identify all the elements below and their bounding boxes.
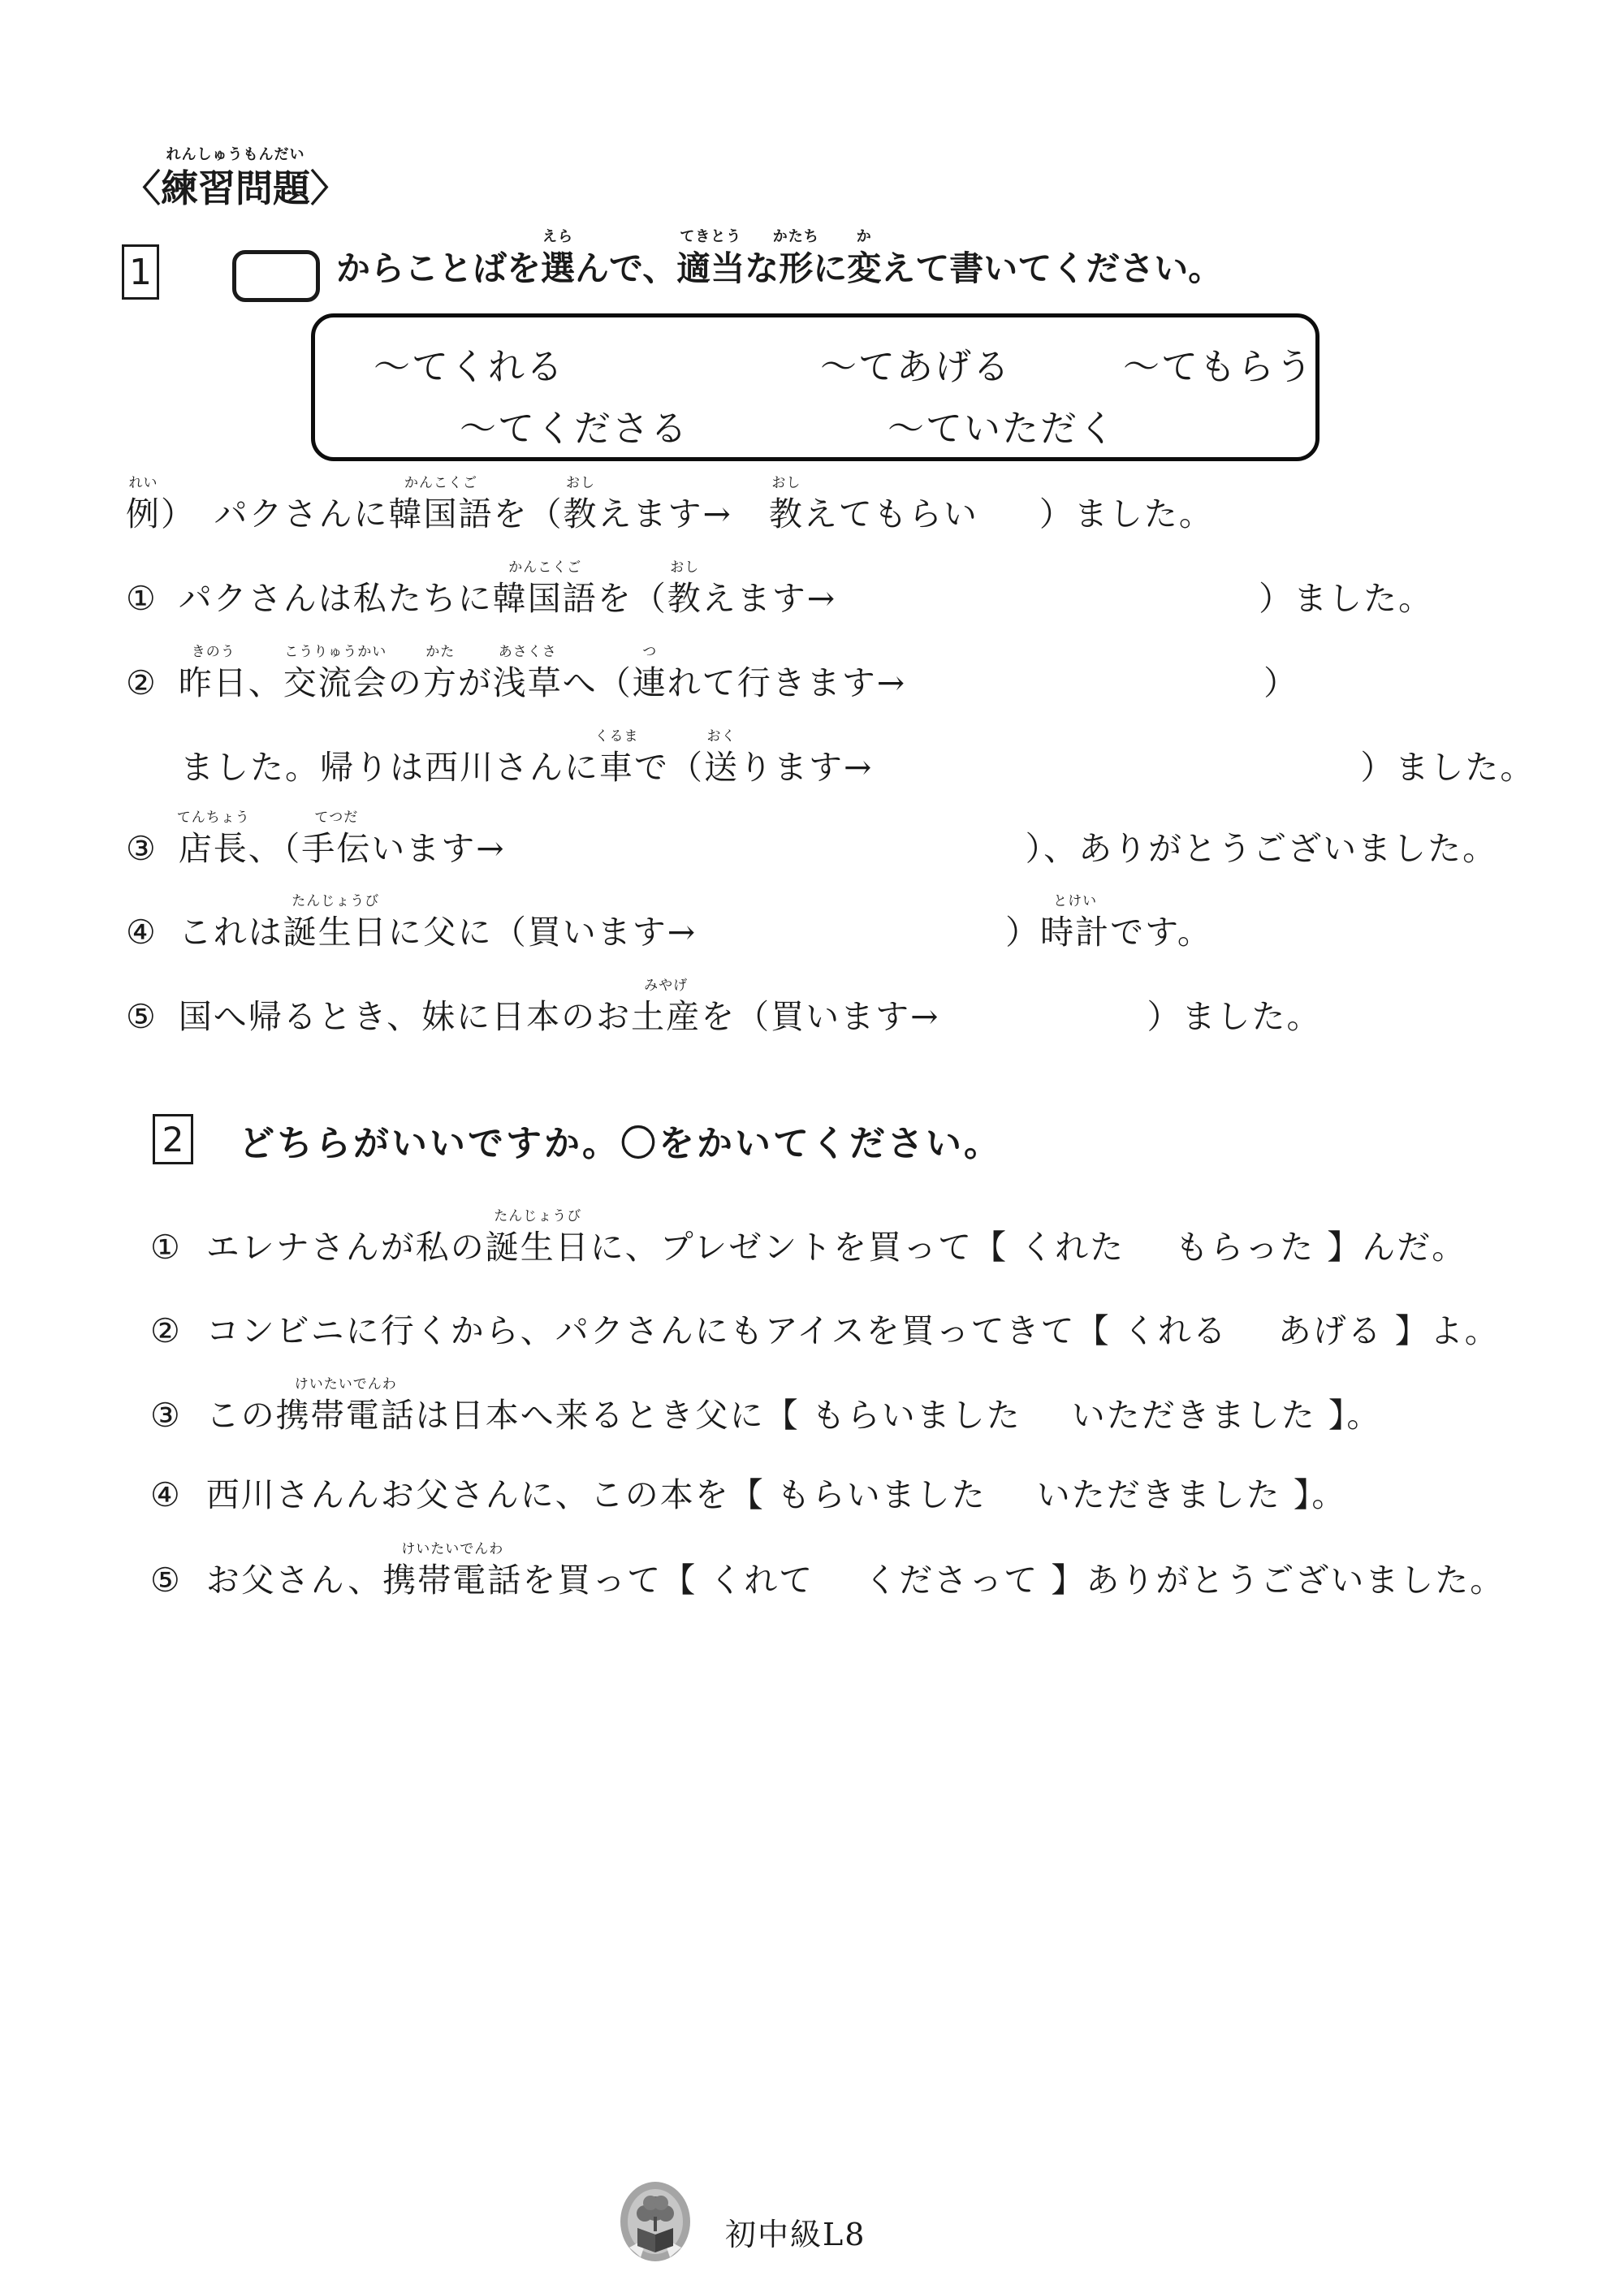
item-number: ② — [126, 663, 158, 702]
ruby-annotated-text: 店長 てんちょう — [176, 810, 250, 868]
answer-blank — [697, 942, 1005, 944]
q2-item-4 — [150, 1474, 1346, 1517]
word-box-blank-icon — [232, 250, 320, 302]
item-text — [206, 1475, 1347, 1514]
furigana: けいたいでんわ — [401, 1541, 504, 1557]
item-number: ⑤ — [150, 1561, 182, 1600]
ruby-annotated-text: 車 くるま — [594, 728, 639, 787]
furigana: かたち — [772, 228, 819, 245]
ruby-annotated-text: 土産 みやげ — [631, 978, 702, 1036]
answer-blank — [1125, 1257, 1175, 1259]
lesson-label: 初中級L8 — [725, 2217, 866, 2252]
answer-blank — [814, 1590, 864, 1591]
text-run: は日本へ来るとき父に【 もらいました — [415, 1396, 1021, 1435]
furigana: てきとう — [680, 228, 742, 245]
text-run: の — [387, 663, 423, 702]
text-run: コンビニに行くから、パクさんにもアイスを買ってきて【 くれる — [205, 1311, 1228, 1350]
text-run: 〉 — [310, 166, 348, 210]
item-number: ④ — [150, 1475, 182, 1514]
furigana: れんしゅうもんだい — [166, 146, 305, 163]
text-run: に、プレゼントを買って【 くれた — [590, 1228, 1125, 1267]
item-text — [205, 1541, 1505, 1600]
furigana: か — [856, 228, 872, 245]
text-run: ）ました。 — [1360, 748, 1535, 787]
q2-item-5 — [150, 1541, 1505, 1602]
word-choice: ～てくれる — [374, 345, 565, 388]
q1-item-2 — [126, 644, 1299, 705]
word-choice: ～てもらう — [1123, 345, 1315, 388]
text-run: を（買います→ — [701, 997, 940, 1036]
ruby-annotated-text: 浅草 あさくさ — [492, 644, 563, 702]
q2-item-1 — [150, 1208, 1467, 1269]
furigana: てつだ — [314, 810, 359, 826]
item-number: ④ — [126, 913, 158, 952]
furigana: おし — [670, 559, 700, 576]
furigana: くるま — [594, 728, 639, 745]
furigana: たんじょうび — [292, 893, 380, 909]
furigana: こうりゅうかい — [284, 644, 387, 660]
text-run: に — [813, 248, 848, 288]
answer-blank — [1228, 1341, 1278, 1342]
item-text — [206, 1311, 1500, 1350]
ruby-annotated-text: 携帯電話 けいたいでんわ — [275, 1376, 416, 1435]
answer-blank — [836, 608, 1259, 610]
item-number: ① — [126, 579, 158, 618]
text-run: が — [457, 663, 493, 702]
furigana: けいたいでんわ — [294, 1376, 397, 1393]
text-run: へ（ — [562, 663, 633, 702]
q1-item-3 — [126, 810, 1498, 870]
furigana: おし — [566, 475, 595, 491]
text-run: 〈 — [123, 166, 161, 210]
word-choice: ～てくださる — [460, 407, 689, 450]
item-text — [178, 978, 1322, 1036]
ruby-annotated-text: 連 つ — [632, 644, 667, 702]
item-number: ③ — [126, 829, 158, 868]
q2-item-3 — [150, 1376, 1382, 1437]
text-run: ）、ありがとうございました。 — [1025, 829, 1498, 868]
q1-example-line — [126, 475, 1214, 536]
text-run: パクさんは私たちに — [178, 579, 493, 618]
item-number: ① — [150, 1228, 182, 1267]
section1-number: 1 — [129, 251, 152, 293]
item-number: ② — [150, 1311, 182, 1350]
item-number: ③ — [150, 1396, 182, 1435]
text-run: です。 — [1110, 913, 1212, 952]
text-run: あげる 】よ。 — [1277, 1311, 1500, 1350]
text-run: ）ました。 — [1259, 579, 1434, 618]
furigana: れい — [128, 475, 158, 491]
furigana: かんこくご — [508, 559, 582, 576]
q2-item-2 — [150, 1310, 1500, 1353]
item-text — [178, 644, 1299, 702]
q1-item-2-continuation — [180, 728, 1535, 789]
text-run: エレナさんが私の — [205, 1228, 486, 1267]
word-choice: ～ていただく — [888, 407, 1117, 450]
furigana: きのう — [191, 644, 235, 660]
ruby-annotated-text: 時計 とけい — [1040, 893, 1111, 952]
text-run: くださって 】ありがとうございました。 — [864, 1561, 1505, 1600]
text-run: 、 — [248, 663, 283, 702]
section2-number: 2 — [162, 1119, 184, 1159]
word-choice-box — [311, 313, 1320, 461]
item-text — [205, 1208, 1467, 1267]
item-text — [205, 1376, 1382, 1435]
item-text — [178, 559, 1434, 618]
section1-instruction — [336, 228, 1223, 291]
text-run: います→ — [371, 829, 506, 868]
text-run: ました。帰りは西川さんに — [180, 748, 599, 787]
text-run: 、（ — [248, 829, 302, 868]
ruby-annotated-text: 方 かた — [422, 644, 458, 702]
answer-blank — [978, 524, 1039, 525]
furigana: かんこくご — [404, 475, 477, 491]
q1-item-4 — [126, 893, 1212, 954]
text-run: えてもらい — [803, 494, 978, 533]
text-run: えて書いてください。 — [881, 248, 1223, 288]
furigana: おく — [706, 728, 736, 745]
text-run: えます→ — [702, 579, 837, 618]
text-run: んで、 — [575, 248, 677, 288]
text-run: ）ました。 — [1147, 997, 1322, 1036]
item-number: ⑤ — [126, 997, 158, 1036]
text-run: れて行きます→ — [667, 663, 907, 702]
page-title — [123, 146, 348, 214]
text-run: この — [205, 1396, 276, 1435]
ruby-annotated-text: 昨日 きのう — [178, 644, 248, 702]
furigana: たんじょうび — [494, 1208, 582, 1224]
furigana: とけい — [1053, 893, 1098, 909]
school-logo-icon — [620, 2181, 691, 2265]
text-run: ） — [1263, 663, 1299, 702]
answer-blank — [1021, 1425, 1072, 1427]
item-text — [176, 810, 1498, 868]
ruby-annotated-text: 教 おし — [667, 559, 702, 618]
ruby-annotated-text: 携帯電話 けいたいでんわ — [382, 1541, 523, 1600]
item-text — [180, 728, 1535, 787]
ruby-annotated-text: 手伝 てつだ — [301, 810, 372, 868]
section2-number-box — [153, 1114, 193, 1164]
ruby-annotated-text: 誕生日 たんじょうび — [485, 1208, 590, 1267]
text-run: ）ました。 — [1039, 494, 1214, 533]
text-run: 西川さんんお父さんに、この本を【 もらいました — [205, 1475, 987, 1514]
text-run: お父さん、 — [205, 1561, 383, 1600]
furigana: つ — [642, 644, 658, 660]
answer-blank — [506, 858, 1026, 860]
q1-item-1 — [126, 559, 1434, 620]
ruby-annotated-text: 選 えら — [541, 228, 576, 288]
ruby-annotated-text: 変 か — [847, 228, 882, 288]
ruby-annotated-text: 交流会 こうりゅうかい — [283, 644, 388, 702]
ruby-annotated-text: 練習問題 れんしゅうもんだい — [161, 146, 310, 210]
text-run: いただきました 】。 — [1036, 1475, 1347, 1514]
furigana: てんちょう — [176, 810, 250, 826]
ruby-annotated-text: 適当 てきとう — [676, 228, 745, 288]
item-text — [178, 893, 1212, 952]
answer-blank — [939, 1026, 1147, 1028]
furigana: えら — [542, 228, 574, 245]
text-run: えます→ — [598, 494, 732, 533]
furigana: あさくさ — [498, 644, 557, 660]
text-run: に父に（買います→ — [387, 913, 698, 952]
text-run: からことばを — [336, 248, 542, 288]
text-run: ） — [1005, 913, 1041, 952]
text-run: で（ — [634, 748, 704, 787]
text-run: これは — [178, 913, 283, 952]
ruby-annotated-text: 誕生日 たんじょうび — [283, 893, 388, 952]
furigana: かた — [425, 644, 456, 660]
ruby-annotated-text: 教 おし — [563, 475, 598, 533]
text-run: ） パクさんに — [161, 494, 389, 533]
answer-blank — [732, 524, 769, 525]
text-run: を買って【 くれて — [522, 1561, 814, 1600]
text-run: を（ — [597, 579, 667, 618]
text-run: 国へ帰るとき、妹に日本のお — [178, 997, 632, 1036]
ruby-annotated-text: 教 おし — [768, 475, 804, 533]
text-run: もらった 】んだ。 — [1175, 1228, 1467, 1267]
word-choice: ～てあげる — [820, 345, 1012, 388]
ruby-annotated-text: 韓国語 かんこくご — [388, 475, 494, 533]
text-run: ります→ — [739, 748, 874, 787]
section1-number-box — [122, 244, 159, 300]
answer-blank — [906, 693, 1263, 694]
ruby-annotated-text: 形 かたち — [772, 228, 819, 288]
text-run: いただきました 】。 — [1071, 1396, 1382, 1435]
ruby-annotated-text: 例 れい — [126, 475, 161, 533]
text-run: な — [745, 248, 780, 288]
ruby-annotated-text: 韓国語 かんこくご — [492, 559, 598, 618]
answer-blank — [873, 777, 1360, 779]
section2-instruction: どちらがいいですか。〇をかいてください。 — [239, 1123, 1002, 1164]
furigana: みやげ — [644, 978, 689, 994]
q1-item-5 — [126, 978, 1322, 1039]
furigana: おし — [771, 475, 801, 491]
answer-blank — [987, 1505, 1037, 1506]
text-run: を（ — [493, 494, 564, 533]
ruby-annotated-text: 送 おく — [704, 728, 739, 787]
